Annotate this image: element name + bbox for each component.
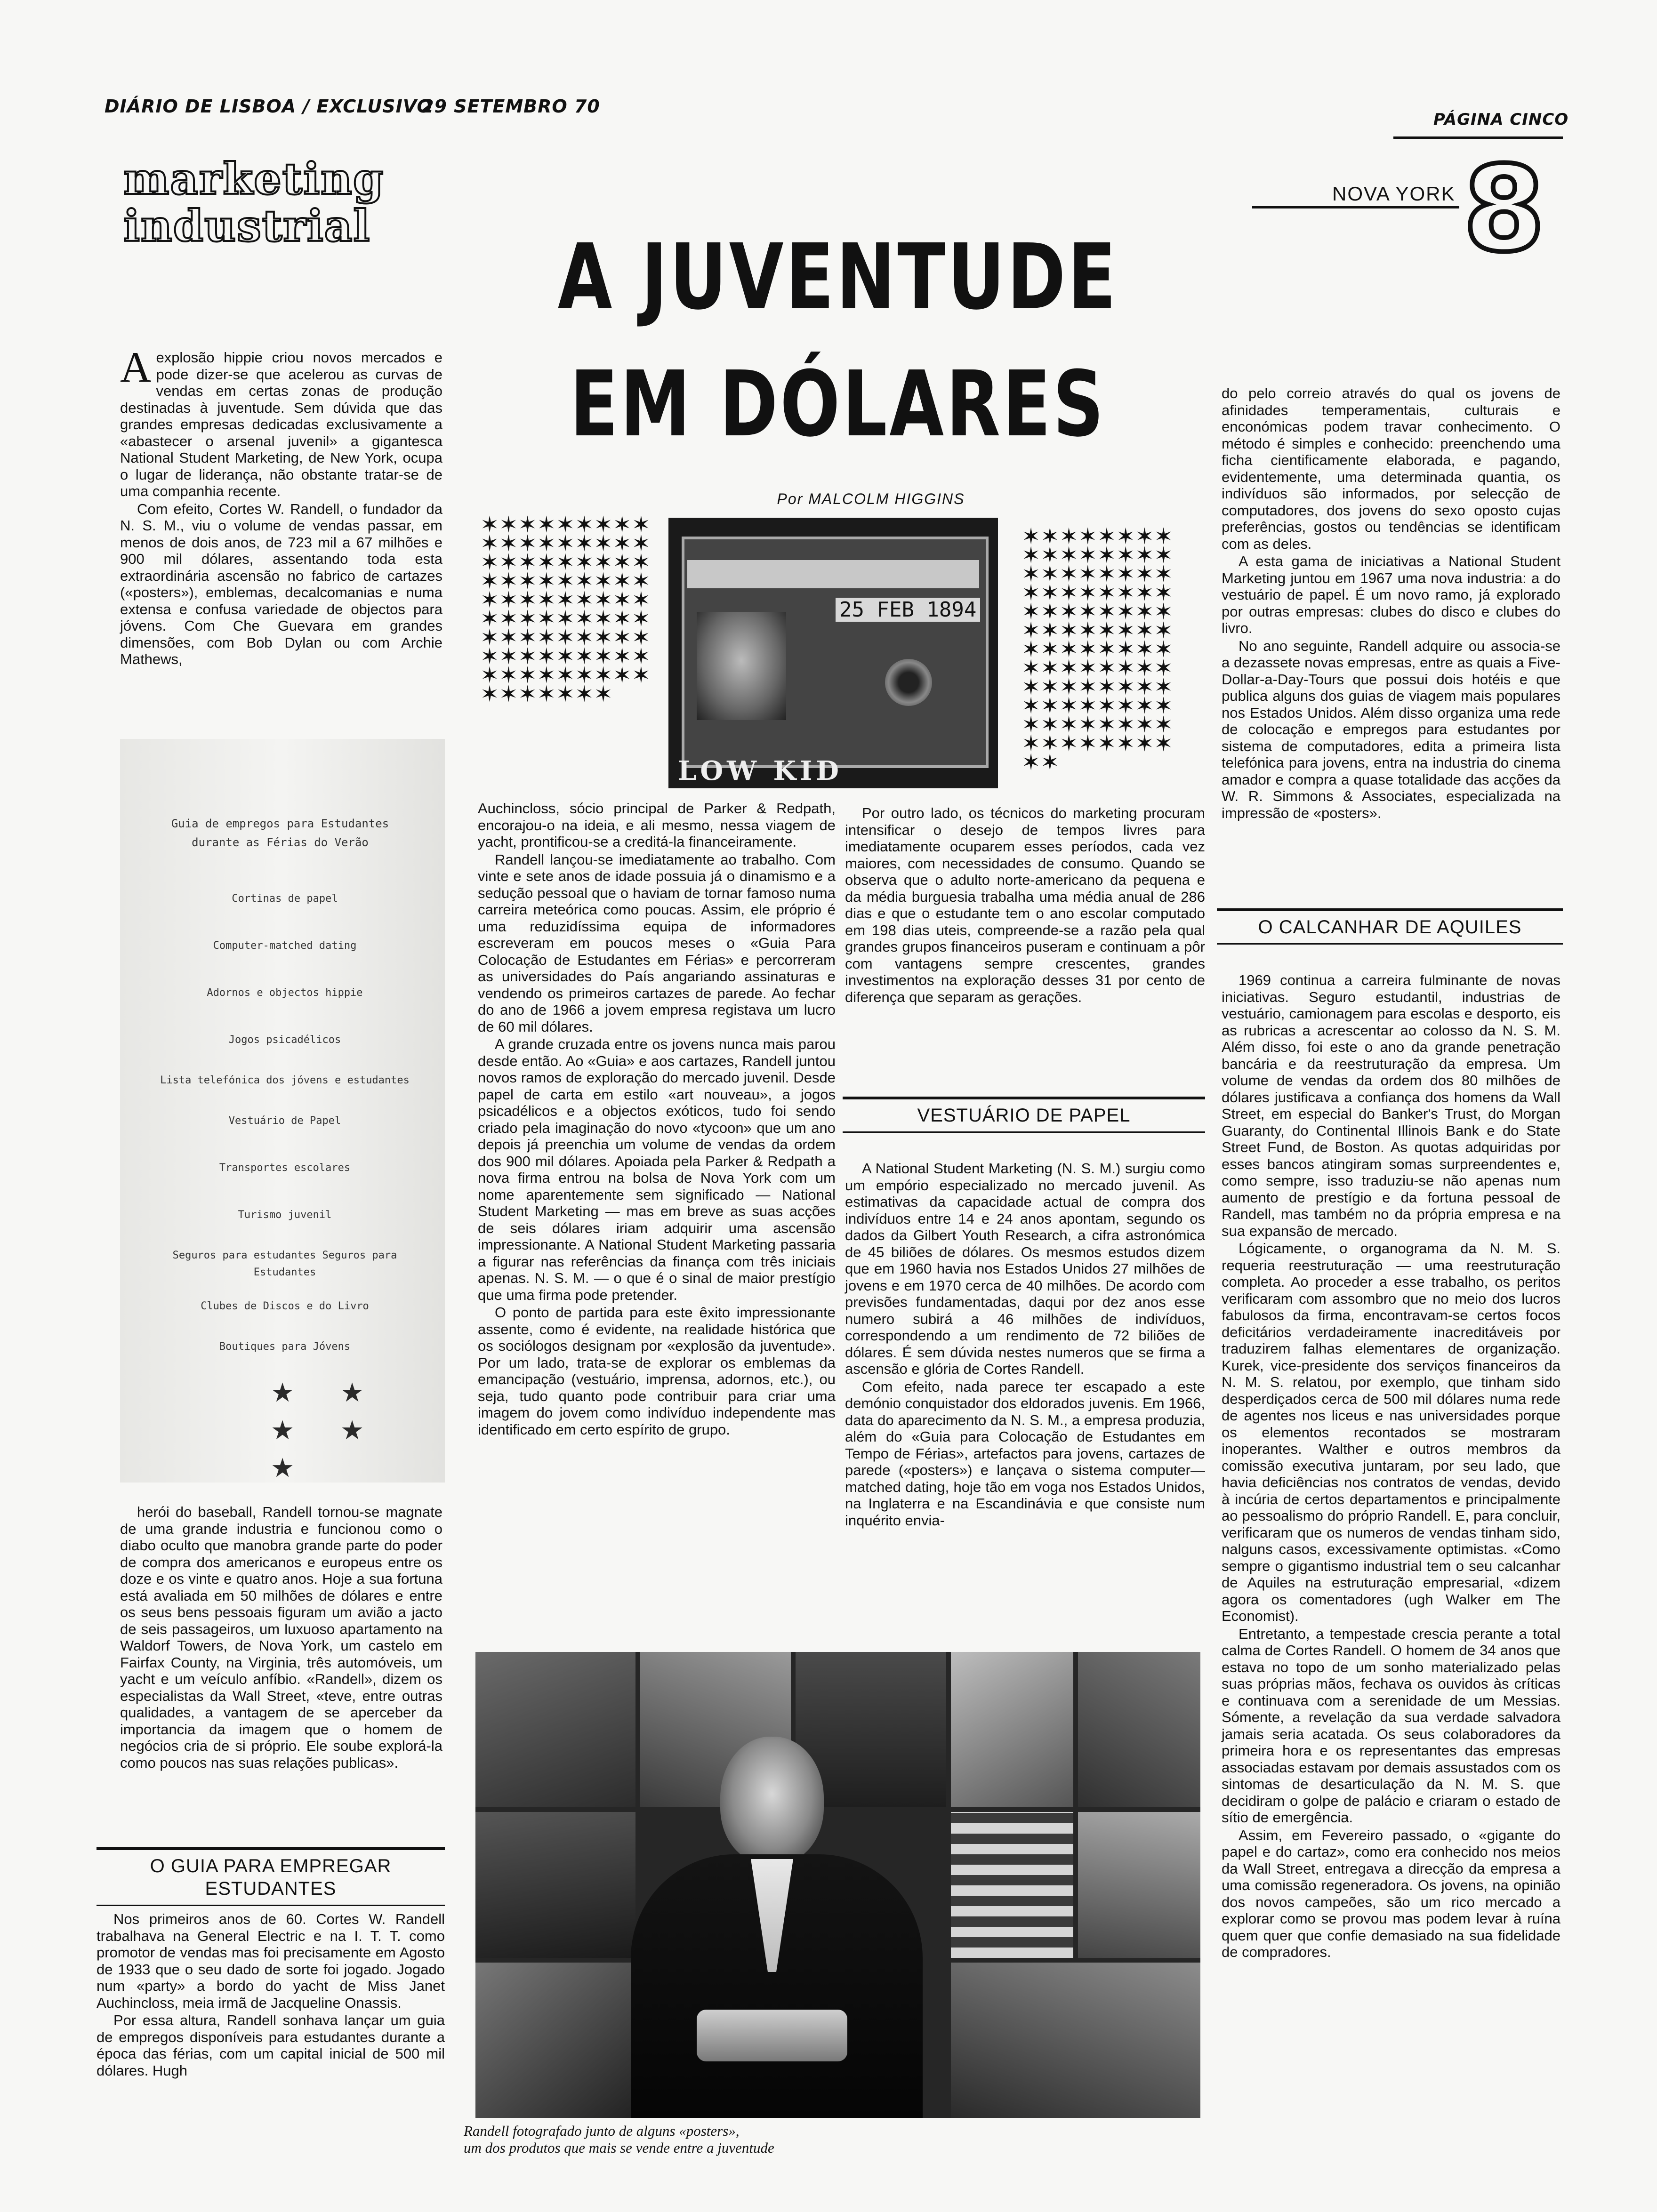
subhead-calcanhar: O CALCANHAR DE AQUILES <box>1217 908 1563 945</box>
column-3-top <box>845 805 1205 1068</box>
col4-p7: Assim, em Fevereiro passado, o «gigante do papel e do cartaz», como era conhecido nos meios da Wall Street, entregava a direcção da empresa a uma comissão regeneradora. Os jovens, na opinião dos novos campeões, são um rico mercado a explorar como se provou mas podem levar à ruína quem quer que confie demasiado na sua fidelidade de compradores. <box>1222 1827 1560 1960</box>
dateline-city: NOVA YORK <box>1332 183 1456 205</box>
guide-item: Adornos e objectos hippie <box>207 987 363 999</box>
col4-p4: 1969 continua a carreira fulminante de novas iniciativas. Seguro estudantil, industrias de vestuário, camionagem para escolas e desporto, eis as rubricas a acrescentar ao colosso da N. S. M. Além disso, foi este o ano da grande penetração bancária e da reestruturação da empresa. Um volume de vendas da ordem dos 80 milhões de dólares justificava a confiança dos homens da Wall Street, em especial do Banker's Trust, do Morgan Guaranty, do Continental Illinois Bank e do State Street Fund, de Boston. As quotas adquiridas por esses bancos atingiram somas surpreendentes e, como sempre, isso traduziu-se não apenas num aumento de prestígio e da fortuna pessoal de Randell, mas também no da própria empresa e na sua expansão de mercado. <box>1222 972 1560 1239</box>
col4-p2: A esta gama de iniciativas a National Student Marketing juntou em 1967 uma nova industria: a do vestuário de papel. É um novo ramo, já explorado por outras empresas: clubes do disco e clubes do livro. <box>1222 553 1560 636</box>
poster-tile <box>951 1652 1073 1807</box>
poster-tile <box>1078 1652 1200 1807</box>
guide-item: Clubes de Discos e do Livro <box>201 1300 369 1312</box>
subhead-guia: O GUIA PARA EMPREGAR ESTUDANTES <box>97 1847 445 1906</box>
guide-item: Cortinas de papel <box>232 893 338 905</box>
person-hands-folder <box>697 2010 847 2061</box>
drop-cap: A <box>120 343 152 391</box>
masthead-date: 29 SETEMBRO 70 <box>421 96 600 117</box>
col1-p1: explosão hippie criou novos mercados e pode dizer-se que acelerou as curvas de vendas em certas zonas de produção destinadas à juventude. Sem dúvida que das grandes empresas dedicadas exclusivamente a «abastecer o arsenal juvenil» a gigantesca National Student Marketing, de New York, ocupa o lugar de liderança, não obstante tratar-se de uma companhia recente. <box>120 349 442 499</box>
col1-p5: Por essa altura, Randell sonhava lançar um guia de empregos disponíveis para estudantes durante a época das férias, com um capital inicial de 500 mil dólares. Hugh <box>97 2012 445 2079</box>
guide-poster-stars: ★ ★ ★ ★ ★ <box>271 1378 383 1483</box>
column-4-top <box>1222 385 1560 893</box>
headline-line2: EM DÓLARES <box>570 352 1106 457</box>
col4-p5: Lógicamente, o organograma da N. M. S. requeria reestruturação — uma reestruturação completa. Ao proceder a esse trabalho, os peritos verificaram com assombro que no meio dos lucros fabulosos da firma, encontravam-se certos focos deficitários verdadeiramente inacreditáveis por traduzirem falhas elementares de organização. Kurek, vice-presidente dos serviços financeiros da N. M. S. relatou, por exemplo, que tinham sido desperdiçados cerca de 500 mil dólares numa rede de agentes nos liceus e nas universidades porque os elementos recontados se mostraram inoperantes. Walther e outros membros da comissão executiva juntaram, por seu lado, que havia deficiências nos contratos de vendas, devido à incúria de certos departamentos e principalmente ao pessoalismo do próprio Randell. E, para concluir, verificaram que os numeros de vendas tinham sido, nalguns casos, excessivamente optimistas. «Como sempre o gigantismo industrial tem o seu calcanhar de Aquiles na estruturação empresarial, «dizem agora os comentadores (ugh Walker em The Economist). <box>1222 1240 1560 1624</box>
randell-photo <box>475 1652 1200 2118</box>
stars-pattern-right: ✶✶✶✶✶✶✶✶✶✶✶✶✶✶✶✶✶✶✶✶✶✶✶✶✶✶✶✶✶✶✶✶✶✶✶✶✶✶✶✶✶✶✶✶✶✶✶✶✶✶✶✶✶✶✶✶✶✶✶✶✶✶✶✶✶✶✶✶✶✶✶✶✶✶✶✶✶✶✶✶✶✶✶✶✶✶✶✶✶✶✶✶✶✶✶✶✶✶ <box>1022 523 1173 776</box>
guide-poster-list <box>144 875 426 1370</box>
col2-p3: A grande cruzada entre os jovens nunca mais parou desde então. Ao «Guia» e aos cartazes, Randell juntou novos ramos de exploração do mercado juvenil. Desde papel de carta em estilo «art nouveau», a jogos psicadélicos e a objectos exóticos, tudo foi sendo criado pela imaginação do novo «tycoon» que um ano depois já preenchia um volume de vendas da ordem dos 900 mil dólares. Apoiada pela Parker & Redpath a nova firma entrou na bolsa de Nova York com um nome aparentemente sem significado — National Student Marketing — mas em breve as suas acções de seis dólares iriam adquirir uma ascensão impressionante. A National Student Marketing passaria a figurar nas referências da finança com três iniciais apenas. N. S. M. — o que é o sinal de maior prestígio que uma firma pode pretender. <box>478 1036 836 1303</box>
col1-p2: Com efeito, Cortes W. Randell, o fundador da N. S. M., viu o volume de vendas passar, em menos de dois anos, de 723 mil a 67 milhões e 900 mil dólares, assentando toda esta extraordinária ascensão no fabrico de cartazes («posters»), emblemas, decalcomanias e numa extensa e confusa variedade de objectos para jóvens. Com Che Guevara em grandes dimensões, com Bob Dylan ou com Archie Mathews, <box>120 500 442 667</box>
poster-tile <box>475 1652 635 1807</box>
banknote-strip: LOW KID <box>678 755 843 786</box>
banknote-seal <box>885 659 932 706</box>
column-1-guia <box>97 1911 445 2184</box>
guide-item: Computer-matched dating <box>213 940 357 952</box>
guide-poster-image <box>120 739 445 1483</box>
subhead-vestuario: VESTUÁRIO DE PAPEL <box>843 1097 1205 1133</box>
column-1-body <box>120 1504 442 1850</box>
col4-p1: do pelo correio através do qual os jovens de afinidades temperamentais, culturais e enconómicas podem travar conhecimento. O método é simples e conhecido: preenchendo uma ficha cientificamente elaborada, e pagando, evidentemente, uma determinada quantia, os indivíduos são informados, por selecção de computadores, dos jovens do sexo oposto cujas preferências, gostos ou tendências se identificam com as deles. <box>1222 385 1560 552</box>
col2-p4: O ponto de partida para este êxito impressionante assente, como é evidente, na realidade histórica que os sociólogos designam por «explosão da juventude». Por um lado, trata-se de explorar os emblemas da emancipação (vestuário, imprensa, adornos, etc.), ou seja, tudo quanto pode contribuir para criar uma imagem do jovem como indivíduo independente mas identificado em certo espírito de grupo. <box>478 1304 836 1438</box>
col3-p2: A National Student Marketing (N. S. M.) surgiu como um empório especializado no mercado juvenil. As estimativas da capacidade actual de compra dos indivíduos entre 14 e 24 anos apontam, segundo os dados da Gilbert Youth Research, a cifra astronómica de 45 biliões de dólares. Os mesmos estudos dizem que em 1960 havia nos Estados Unidos 27 milhões de jovens e em 1970 cerca de 40 milhões. De acordo com previsões fundamentadas, daqui por dez anos esse numero subirá a 46 milhões de indivíduos, correspondendo a um rendimento de 72 biliões de dólares. É sem dúvida nestes numeros que se firma a ascensão e glória de Cortes Randell. <box>845 1160 1205 1377</box>
column-2 <box>478 800 836 1643</box>
masthead-rule-right <box>1393 136 1563 139</box>
col1-p3: herói do baseball, Randell tornou-se magnate de uma grande industria e funcionou como o diabo oculto que manobra grande parte do poder de compra dos americanos e europeus entre os doze e os vinte e quatro anos. Hoje a sua fortuna está avaliada em 50 milhões de dólares e entre os seus bens pessoais figuram um avião a jacto de seis passageiros, um luxuoso apartamento na Waldorf Towers, de Nova York, um castelo em Fairfax County, na Virginia, três automóveis, um yacht e um veículo anfíbio. «Randell», dizem os especialistas da Wall Street, «teve, entre outras qualidades, a vantagem de se aperceber da importancia da imagem que o homem de negócios cria de si próprio. Ele soube explorá-la como poucos nas suas relações publicas». <box>120 1504 442 1771</box>
section-logo <box>123 153 385 254</box>
guide-item: Jogos psicadélicos <box>228 1034 341 1046</box>
column-4-body <box>1222 972 1560 2181</box>
poster-tile <box>475 1963 635 2118</box>
guide-item: Transportes escolares <box>219 1162 351 1174</box>
banknote-date: 25 FEB 1894 <box>836 598 980 622</box>
stars-pattern-left: ✶✶✶✶✶✶✶✶✶✶✶✶✶✶✶✶✶✶✶✶✶✶✶✶✶✶✶✶✶✶✶✶✶✶✶✶✶✶✶✶✶✶✶✶✶✶✶✶✶✶✶✶✶✶✶✶✶✶✶✶✶✶✶✶✶✶✶✶✶✶✶✶✶✶✶✶✶✶✶✶✶✶✶✶✶✶✶✶ <box>480 512 651 707</box>
col4-p6: Entretanto, a tempestade crescia perante a total calma de Cortes Randell. O homem de 34 anos que estava no topo de um sonho materializado pelas suas próprias mãos, fechava os ouvidos às críticas e continuava com a serenidade de um Messias. Sómente, a revelação da sua verdade salvadora jamais seria acatada. Os seus colaboradores da primeira hora e os representantes das empresas associadas estavam por demais assustados com os sintomas de desarticulação da N. M. S. que decidiram o golpe de palácio e criaram o estado de sítio de emergência. <box>1222 1625 1560 1826</box>
column-3-body <box>845 1160 1205 1645</box>
banknote-header-band <box>687 560 979 588</box>
guide-item: Seguros para estudantes Seguros para Estudantes <box>172 1250 397 1278</box>
col1-p4: Nos primeiros anos de 60. Cortes W. Randell trabalhava na General Electric e na I. T. T. como promotor de vendas mas foi precisamente em Agosto de 1933 que o seu dado de sorte foi jogado. Jogado num «party» a bordo do yacht de Miss Janet Auchincloss, meia irmã de Jacqueline Onassis. <box>97 1911 445 2011</box>
masthead-page: PÁGINA CINCO <box>1433 110 1569 129</box>
guide-item: Vestuário de Papel <box>228 1115 341 1127</box>
poster-tile <box>951 1963 1200 2118</box>
section-logo-line2: industrial <box>123 200 371 251</box>
poster-tile <box>475 1812 635 1958</box>
section-logo-line1: marketing <box>123 153 385 204</box>
col2-p1: Auchincloss, sócio principal de Parker & Redpath, encorajou-o na ideia, e ali mesmo, nessa viagem de yacht, prontificou-se a creditá-la financeiramente. <box>478 800 836 850</box>
col2-p2: Randell lançou-se imediatamente ao trabalho. Com vinte e sete anos de idade possuia já o dinamismo e a sedução pessoal que o haviam de tornar famoso numa carreira meteórica como poucas. Assim, ele próprio é uma reduzidíssima equipa de informadores escreveram em poucos meses o «Guia Para Colocação de Estudantes em Férias» e percorreram as universidades do País angariando assinaturas e vendendo os primeiros cartazes de parede. Ao fechar do ano de 1966 a jovem empresa registava um lucro de 60 mil dólares. <box>478 851 836 1035</box>
masthead-left: DIÁRIO DE LISBOA / EXCLUSIVO <box>105 96 433 117</box>
dateline-rule <box>1252 206 1459 208</box>
photo-caption-line2: um dos produtos que mais se vende entre a juventude <box>464 2140 774 2156</box>
banknote-portrait <box>697 612 786 720</box>
col3-p3: Com efeito, nada parece ter escapado a este demónio conquistador dos eldorados juvenis. Em 1966, data do aparecimento da N. S. M., a empresa produzia, além do «Guia para Colocação de Estudantes em Tempo de Férias», artefactos para jovens, cartazes de parede («posters») e lançava o sistema computer—matched dating, hoje tão em voga nos Estados Unidos, na Inglaterra e na Escandinávia e que consiste num inquérito envia- <box>845 1378 1205 1529</box>
person-head <box>720 1737 824 1864</box>
column-1-intro <box>120 343 442 707</box>
col3-p1: Por outro lado, os técnicos do marketing procuram intensificar o desejo de tempos livres para imediatamente ocuparem esses períodos, cada vez maiores, com necessidades de consumo. Quando se observa que o adulto norte-americano da pequena e da média burguesia trabalha uma média anual de 286 dias e que o estudante tem o ano escolar computado em 198 dias uteis, compreende-se a razão pela qual grandes grupos financeiros puseram e continuam a pôr com vantagens sempre crescentes, grandes investimentos na exploração desses 31 por cento de diferença que separam as gerações. <box>845 805 1205 1005</box>
guide-item: Boutiques para Jóvens <box>219 1341 351 1353</box>
dateline-number-icon: 8 <box>1463 141 1545 278</box>
guide-poster-heading: Guia de empregos para Estudantes durante as Férias do Verão <box>171 817 389 849</box>
headline-line1: A JUVENTUDE <box>557 225 1118 330</box>
photo-caption-line1: Randell fotografado junto de alguns «posters», <box>464 2123 740 2139</box>
byline: Por MALCOLM HIGGINS <box>777 490 965 507</box>
guide-item: Lista telefónica dos jóvens e estudantes <box>160 1074 410 1086</box>
col4-p3: No ano seguinte, Randell adquire ou associa-se a dezassete novas empresas, entre as quais a Five-Dollar-a-Day-Tours que possui dois hotéis e que publica alguns dos guias de viagem mais populares nos Estados Unidos. Além disso organiza uma rede de colocação e empregos para estudantes por sistema de computadores, edita a primeira lista telefónica para jovens, entra na industria do cinema amador e compra a quase totalidade das acções da W. R. Simmons & Associates, especializada na impressão de «posters». <box>1222 637 1560 821</box>
poster-tile <box>1078 1812 1200 1958</box>
banknote-image <box>668 518 998 788</box>
guide-item: Turismo juvenil <box>238 1209 332 1221</box>
poster-tile <box>951 1812 1073 1958</box>
